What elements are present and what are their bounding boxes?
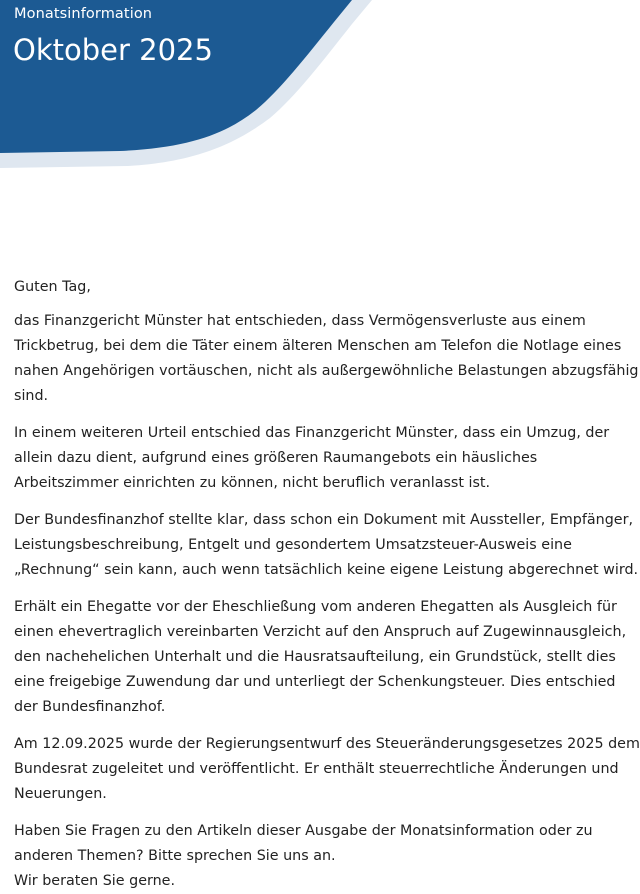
paragraph-invoice: Der Bundesfinanzhof stellte klar, dass schon ein Dokument mit Aussteller, Empfänger, Leistungsbeschreibung, Entgelt und gesondertem Umsatzsteuer-Ausweis eine „Rechnung“ sein kann, auch wenn tatsächlich keine eigene Leistung abgerechnet wird. — [14, 512, 639, 578]
header-kicker: Monatsinformation — [14, 6, 153, 22]
paragraph-gift-tax: Erhält ein Ehegatte vor der Eheschließung vom anderen Ehegatten als Ausgleich für einen ehevertraglich vereinbarten Verzicht auf den Anspruch auf Zugewinnausgleich, den nachehelichen Unterhalt und die Hausratsaufteilung, ein Grundstück, stellt dies eine freigebige Zuwendung dar und unterliegt der Schenkungsteuer. Dies entschied der Bundesfinanzhof. — [14, 599, 627, 715]
header-wave-shape — [0, 0, 640, 175]
letter-body — [14, 275, 640, 894]
paragraph-tax-amendment: Am 12.09.2025 wurde der Regierungsentwurf des Steueränderungsgesetzes 2025 dem Bundesrat zugeleitet und veröffentlicht. Er enthält steuerrechtliche Änderungen und Neuerungen. — [14, 736, 640, 802]
closing-question: Haben Sie Fragen zu den Artikeln dieser Ausgabe der Monatsinformation oder zu anderen Themen? Bitte sprechen Sie uns an. — [14, 823, 593, 864]
page-title: Oktober 2025 — [13, 33, 213, 67]
greeting: Guten Tag, — [14, 279, 91, 295]
paragraph-fraud-loss: das Finanzgericht Münster hat entschieden, dass Vermögensverluste aus einem Trickbetrug, bei dem die Täter einem älteren Menschen am Telefon die Notlage eines nahen Angehörigen vortäuschen, nicht als außergewöhnliche Belastungen abzugsfähig sind. — [14, 313, 639, 404]
closing-offer: Wir beraten Sie gerne. — [14, 873, 176, 889]
closing-text — [14, 819, 640, 894]
header-banner — [0, 0, 640, 175]
paragraph-relocation: In einem weiteren Urteil entschied das Finanzgericht Münster, dass ein Umzug, der allein dazu dient, aufgrund eines größeren Raumangebots ein häusliches Arbeitszimmer einrichten zu können, nicht beruflich veranlasst ist. — [14, 425, 610, 491]
